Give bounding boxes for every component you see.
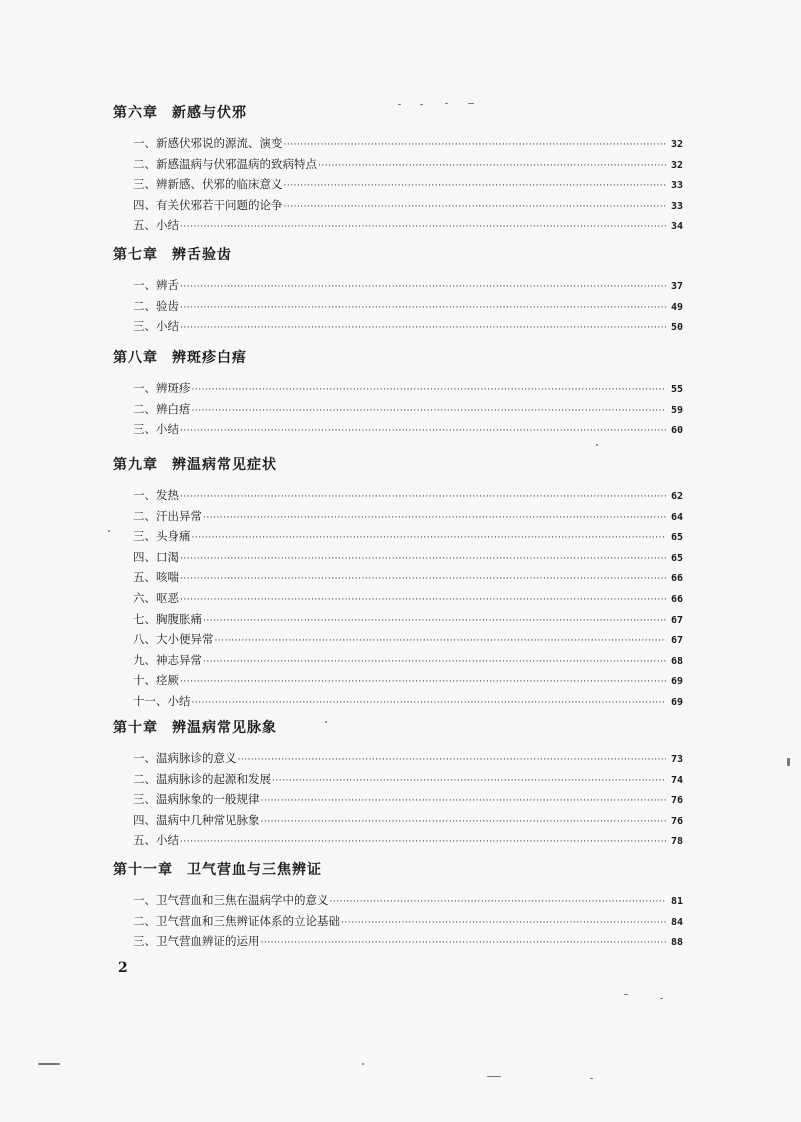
entry-page: 49 — [670, 301, 683, 313]
entry-label: 三、温病脉象的一般规律 — [133, 792, 260, 807]
entry-label: 三、小结 — [133, 422, 179, 437]
scan-speck — [468, 103, 474, 104]
toc-entry[interactable] — [113, 691, 683, 712]
entry-label: 一、温病脉诊的意义 — [133, 751, 237, 765]
toc-entry[interactable] — [113, 911, 683, 932]
scan-speck — [787, 758, 790, 766]
entry-label: 八、大小便异常 — [133, 632, 214, 647]
scan-speck — [398, 104, 401, 105]
scan-speck — [660, 998, 663, 999]
toc-entry[interactable] — [113, 789, 683, 810]
entry-page: 66 — [670, 593, 683, 605]
entry-label: 五、小结 — [133, 218, 179, 233]
entry-label: 一、辨斑疹 — [133, 381, 191, 395]
entry-page: 60 — [670, 425, 683, 437]
chapter-7 — [113, 245, 683, 337]
entry-page: 76 — [670, 795, 683, 807]
entry-page: 67 — [670, 635, 683, 647]
entry-label: 一、发热 — [133, 488, 179, 502]
entry-label: 五、咳喘 — [133, 570, 179, 585]
entry-label: 一、新感伏邪说的源流、演变 — [133, 136, 283, 150]
entry-page: 59 — [670, 404, 683, 416]
entry-page: 84 — [670, 916, 683, 928]
scan-speck — [362, 1063, 364, 1065]
scan-speck — [420, 104, 423, 105]
entry-page: 64 — [670, 511, 683, 523]
chapter-heading — [113, 860, 683, 880]
entry-page: 67 — [670, 614, 683, 626]
entry-page: 76 — [670, 815, 683, 827]
toc-entry[interactable] — [113, 378, 683, 399]
entry-page: 69 — [670, 676, 683, 688]
entry-page: 78 — [670, 836, 683, 848]
entry-page: 65 — [670, 552, 683, 564]
chapter-9 — [113, 455, 683, 712]
page-number: 2 — [118, 960, 128, 976]
entry-page: 55 — [670, 384, 683, 395]
chapter-heading — [113, 245, 683, 265]
scan-speck — [445, 103, 448, 104]
chapter-10 — [113, 718, 683, 851]
chapter-title: 辨斑疹白痦 — [172, 350, 247, 366]
entry-page: 50 — [670, 322, 683, 334]
toc-entry[interactable] — [113, 419, 683, 440]
toc-entry[interactable] — [113, 650, 683, 671]
toc-entry[interactable] — [113, 506, 683, 527]
entry-page: 33 — [670, 180, 683, 192]
chapter-11 — [113, 860, 683, 952]
entry-page: 32 — [670, 139, 683, 150]
entry-label: 二、汗出异常 — [133, 508, 202, 523]
toc-entry[interactable] — [113, 931, 683, 952]
entry-page: 62 — [670, 491, 683, 502]
chapter-title: 辨温病常见症状 — [172, 457, 277, 473]
toc-entry[interactable] — [113, 296, 683, 317]
chapter-6 — [113, 103, 683, 236]
entry-label: 十、痉厥 — [133, 673, 179, 688]
entry-label: 九、神志异常 — [133, 652, 202, 667]
toc-entry[interactable] — [113, 399, 683, 420]
entry-label: 五、小结 — [133, 833, 179, 848]
chapter-number: 第六章 — [113, 105, 158, 121]
chapter-title: 卫气营血与三焦辨证 — [187, 862, 322, 878]
toc-entry[interactable] — [113, 316, 683, 337]
chapter-title: 辨舌验齿 — [172, 247, 232, 263]
chapter-title: 新感与伏邪 — [172, 105, 247, 121]
chapter-8 — [113, 348, 683, 440]
scan-speck — [38, 1063, 60, 1065]
toc-entry[interactable] — [113, 547, 683, 568]
toc-entry[interactable] — [113, 485, 683, 506]
toc-entry[interactable] — [113, 588, 683, 609]
toc-entry[interactable] — [113, 629, 683, 650]
toc-entry[interactable] — [113, 215, 683, 236]
toc-entry[interactable] — [113, 609, 683, 630]
scan-speck — [325, 721, 327, 723]
entry-label: 二、辨白痦 — [133, 401, 191, 416]
toc-entry[interactable] — [113, 174, 683, 195]
entry-page: 73 — [670, 754, 683, 765]
toc-entry[interactable] — [113, 133, 683, 154]
chapter-heading — [113, 718, 683, 738]
toc-entry[interactable] — [113, 526, 683, 547]
entry-page: 32 — [670, 159, 683, 171]
entry-label: 一、辨舌 — [133, 278, 179, 292]
entry-label: 六、呕恶 — [133, 590, 179, 605]
scan-speck — [108, 530, 110, 532]
toc-entry[interactable] — [113, 670, 683, 691]
chapter-title: 辨温病常见脉象 — [172, 720, 277, 736]
entry-label: 二、温病脉诊的起源和发展 — [133, 771, 271, 786]
scan-speck — [596, 444, 598, 446]
chapter-heading — [113, 103, 683, 123]
entry-label: 三、辨新感、伏邪的临床意义 — [133, 177, 283, 192]
entry-page: 68 — [670, 655, 683, 667]
chapter-number: 第十章 — [113, 720, 158, 736]
entry-page: 88 — [670, 937, 683, 949]
entry-page: 34 — [670, 221, 683, 233]
entry-page: 69 — [670, 696, 683, 708]
entry-label: 三、头身痛 — [133, 529, 191, 544]
entry-page: 37 — [670, 281, 683, 292]
toc-entry[interactable] — [113, 769, 683, 790]
chapter-heading — [113, 348, 683, 368]
entry-page: 74 — [670, 774, 683, 786]
entry-label: 一、卫气营血和三焦在温病学中的意义 — [133, 893, 329, 907]
chapter-number: 第十一章 — [113, 862, 173, 878]
entry-page: 81 — [670, 896, 683, 907]
entry-label: 七、胸腹胀痛 — [133, 611, 202, 626]
scan-speck — [590, 1078, 593, 1079]
entry-label: 四、有关伏邪若干问题的论争 — [133, 197, 283, 212]
entry-label: 二、验齿 — [133, 298, 179, 313]
entry-label: 三、小结 — [133, 319, 179, 334]
chapter-number: 第七章 — [113, 247, 158, 263]
scan-speck — [487, 1076, 501, 1077]
chapter-number: 第八章 — [113, 350, 158, 366]
toc-entry[interactable] — [113, 748, 683, 769]
entry-label: 四、温病中几种常见脉象 — [133, 812, 260, 827]
chapter-number: 第九章 — [113, 457, 158, 473]
toc-entry[interactable] — [113, 810, 683, 831]
toc-entry[interactable] — [113, 154, 683, 175]
entry-label: 二、新感温病与伏邪温病的致病特点 — [133, 156, 317, 171]
toc-entry[interactable] — [113, 275, 683, 296]
toc-entry[interactable] — [113, 567, 683, 588]
entry-page: 33 — [670, 200, 683, 212]
toc-entry[interactable] — [113, 195, 683, 216]
entry-page: 65 — [670, 532, 683, 544]
entry-label: 二、卫气营血和三焦辨证体系的立论基础 — [133, 913, 340, 928]
entry-page: 66 — [670, 573, 683, 585]
entry-label: 十一、小结 — [133, 693, 191, 708]
entry-label: 三、卫气营血辨证的运用 — [133, 934, 260, 949]
chapter-heading — [113, 455, 683, 475]
entry-label: 四、口渴 — [133, 549, 179, 564]
toc-entry[interactable] — [113, 890, 683, 911]
toc-entry[interactable] — [113, 830, 683, 851]
scan-speck — [624, 994, 628, 995]
